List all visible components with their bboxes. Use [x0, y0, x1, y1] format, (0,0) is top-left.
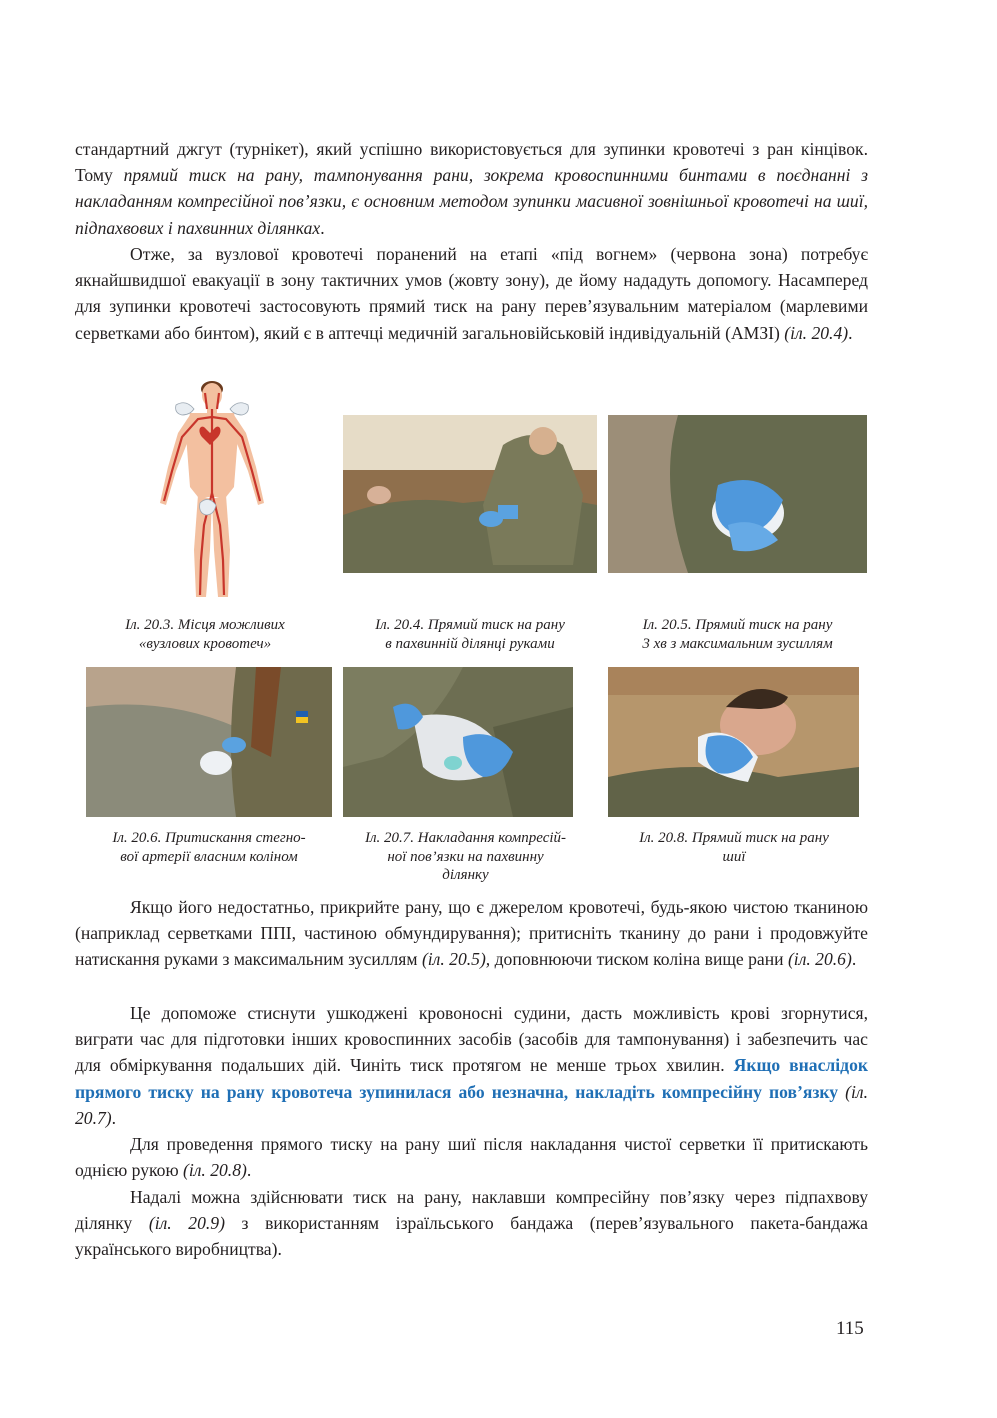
caption-20-8	[605, 829, 863, 866]
figure-20-4-photo	[343, 415, 597, 573]
caption-20-7-line-2: ної пов’язки на пахвинну	[387, 848, 544, 865]
paragraph-3-figure-ref-1: (іл. 20.5),	[421, 949, 491, 970]
body-arteries-illustration	[150, 375, 275, 610]
caption-20-7	[338, 829, 593, 885]
paragraph-6-end: з використанням ізраїльського бандажа (перев’язувального пакета-бандажа українського виробництва).	[75, 1213, 868, 1260]
caption-20-4-line-1: Іл. 20.4. Прямий тиск на рану	[375, 617, 565, 633]
caption-20-8-line-2: шиї	[722, 848, 746, 865]
caption-20-7-line-3: ділянку	[442, 867, 489, 883]
figure-20-5-photo	[608, 415, 867, 573]
caption-20-8-line-1: Іл. 20.8. Прямий тиск на рану	[639, 830, 829, 846]
caption-20-3-line-1: Іл. 20.3. Місця можливих	[125, 617, 285, 633]
paragraph-4-text: Це допоможе стиснути ушкоджені кровоносні судини, дасть можливість крові згорнутися, виграти час для підготовки інших кровоспинних засобів (засобів для тампонування) і забезпечить час для обміркування подальших дій. Чиніть тиск протягом не менше трьох хвилин.	[75, 1003, 868, 1076]
caption-20-3-line-2: «вузлових кровотеч»	[138, 635, 272, 652]
paragraph-6-figure-ref: (іл. 20.9)	[148, 1213, 225, 1234]
figure-20-7-photo	[343, 667, 573, 817]
paragraph-1	[75, 136, 868, 241]
neck-pressure-photo	[608, 667, 859, 817]
groin-pressure-photo	[343, 415, 597, 573]
figure-20-6-photo	[86, 667, 332, 817]
paragraph-4-highlight: Якщо внаслідок прямого тиску на рану кровотеча зупинилася або незначна, накладіть компресійну пов’язку	[75, 1055, 868, 1102]
paragraph-4-end: .	[111, 1107, 117, 1128]
caption-20-6	[80, 829, 338, 866]
page-number: 115	[836, 1318, 864, 1339]
paragraph-2-figure-ref: (іл. 20.4)	[784, 322, 849, 343]
paragraph-2-end: .	[848, 322, 853, 343]
caption-20-5-line-2: 3 хв з максимальним зусиллям	[642, 635, 833, 652]
paragraph-3-text-2: доповнюючи тиском коліна вище рани	[490, 949, 788, 970]
paragraph-4	[75, 1000, 868, 1131]
caption-20-6-line-2: вої артерії власним коліном	[120, 848, 298, 865]
figure-20-8-photo	[608, 667, 859, 817]
knee-pressure-photo	[86, 667, 332, 817]
paragraph-6-text: Надалі можна здійснювати тиск на рану, наклавши компресійну пов’язку через підпахвову ділянку	[75, 1187, 868, 1234]
paragraph-5-text: Для проведення прямого тиску на рану шиї після накладання чистої серветки її притискають однією рукою	[75, 1134, 868, 1181]
caption-20-5-line-1: Іл. 20.5. Прямий тиск на рану	[642, 617, 833, 633]
paragraph-5	[75, 1131, 868, 1183]
paragraph-3-figure-ref-2: (іл. 20.6)	[787, 949, 852, 970]
caption-20-3	[95, 616, 315, 653]
paragraph-4-figure-ref: (іл. 20.7)	[75, 1081, 868, 1128]
paragraph-3-end: .	[851, 949, 857, 970]
paragraph-5-figure-ref: (іл. 20.8)	[183, 1160, 247, 1181]
paragraph-1-text: стандартний джгут (турнікет), який успішно використовується для зупинки кровотечі з ран кінцівок. Тому	[75, 139, 868, 186]
paragraph-1-emphasis: прямий тиск на рану, тампонування рани, зокрема кровоспинними бинтами в поєднанні з накладанням компресійної пов’язки, є основним методом зупинки масивної зовнішньої кровотечі на шиї, підпахвових і пахвинних ділянках	[75, 165, 869, 238]
paragraph-3	[75, 894, 868, 973]
paragraph-1-end: .	[320, 217, 325, 238]
paragraph-5-end: .	[246, 1160, 252, 1181]
caption-20-4	[340, 616, 600, 653]
caption-20-4-line-2: в пахвинній ділянці руками	[385, 635, 555, 652]
compression-bandage-photo	[343, 667, 573, 817]
paragraph-3-text: Якщо його недостатньо, прикрийте рану, що є джерелом кровотечі, будь-якою чистою тканиною (наприклад серветками ППІ, частиною обмундирування); притисніть тканину до рани і продовжуйте натискання руками з максимальним зусиллям	[75, 897, 868, 970]
caption-20-5	[605, 616, 870, 653]
figure-20-3-body-diagram	[150, 375, 275, 610]
paragraph-2	[75, 241, 868, 346]
caption-20-7-line-1: Іл. 20.7. Накладання компресій-	[364, 830, 567, 846]
paragraph-6	[75, 1184, 868, 1263]
caption-20-6-line-1: Іл. 20.6. Притискання стегно-	[112, 830, 306, 846]
paragraph-2-text: Отже, за вузлової кровотечі поранений на етапі «під вогнем» (червона зона) потребує якнайшвидшої евакуації в зону тактичних умов (жовту зону), де йому нададуть допомогу. Насамперед для зупинки кровотечі застосовують прямий тиск на рану перев’язувальним матеріалом (марлевими серветками або бинтом), який є в аптечці медичній загальновійськовій індивідуальній (АМЗІ)	[75, 244, 868, 343]
max-pressure-photo	[608, 415, 867, 573]
